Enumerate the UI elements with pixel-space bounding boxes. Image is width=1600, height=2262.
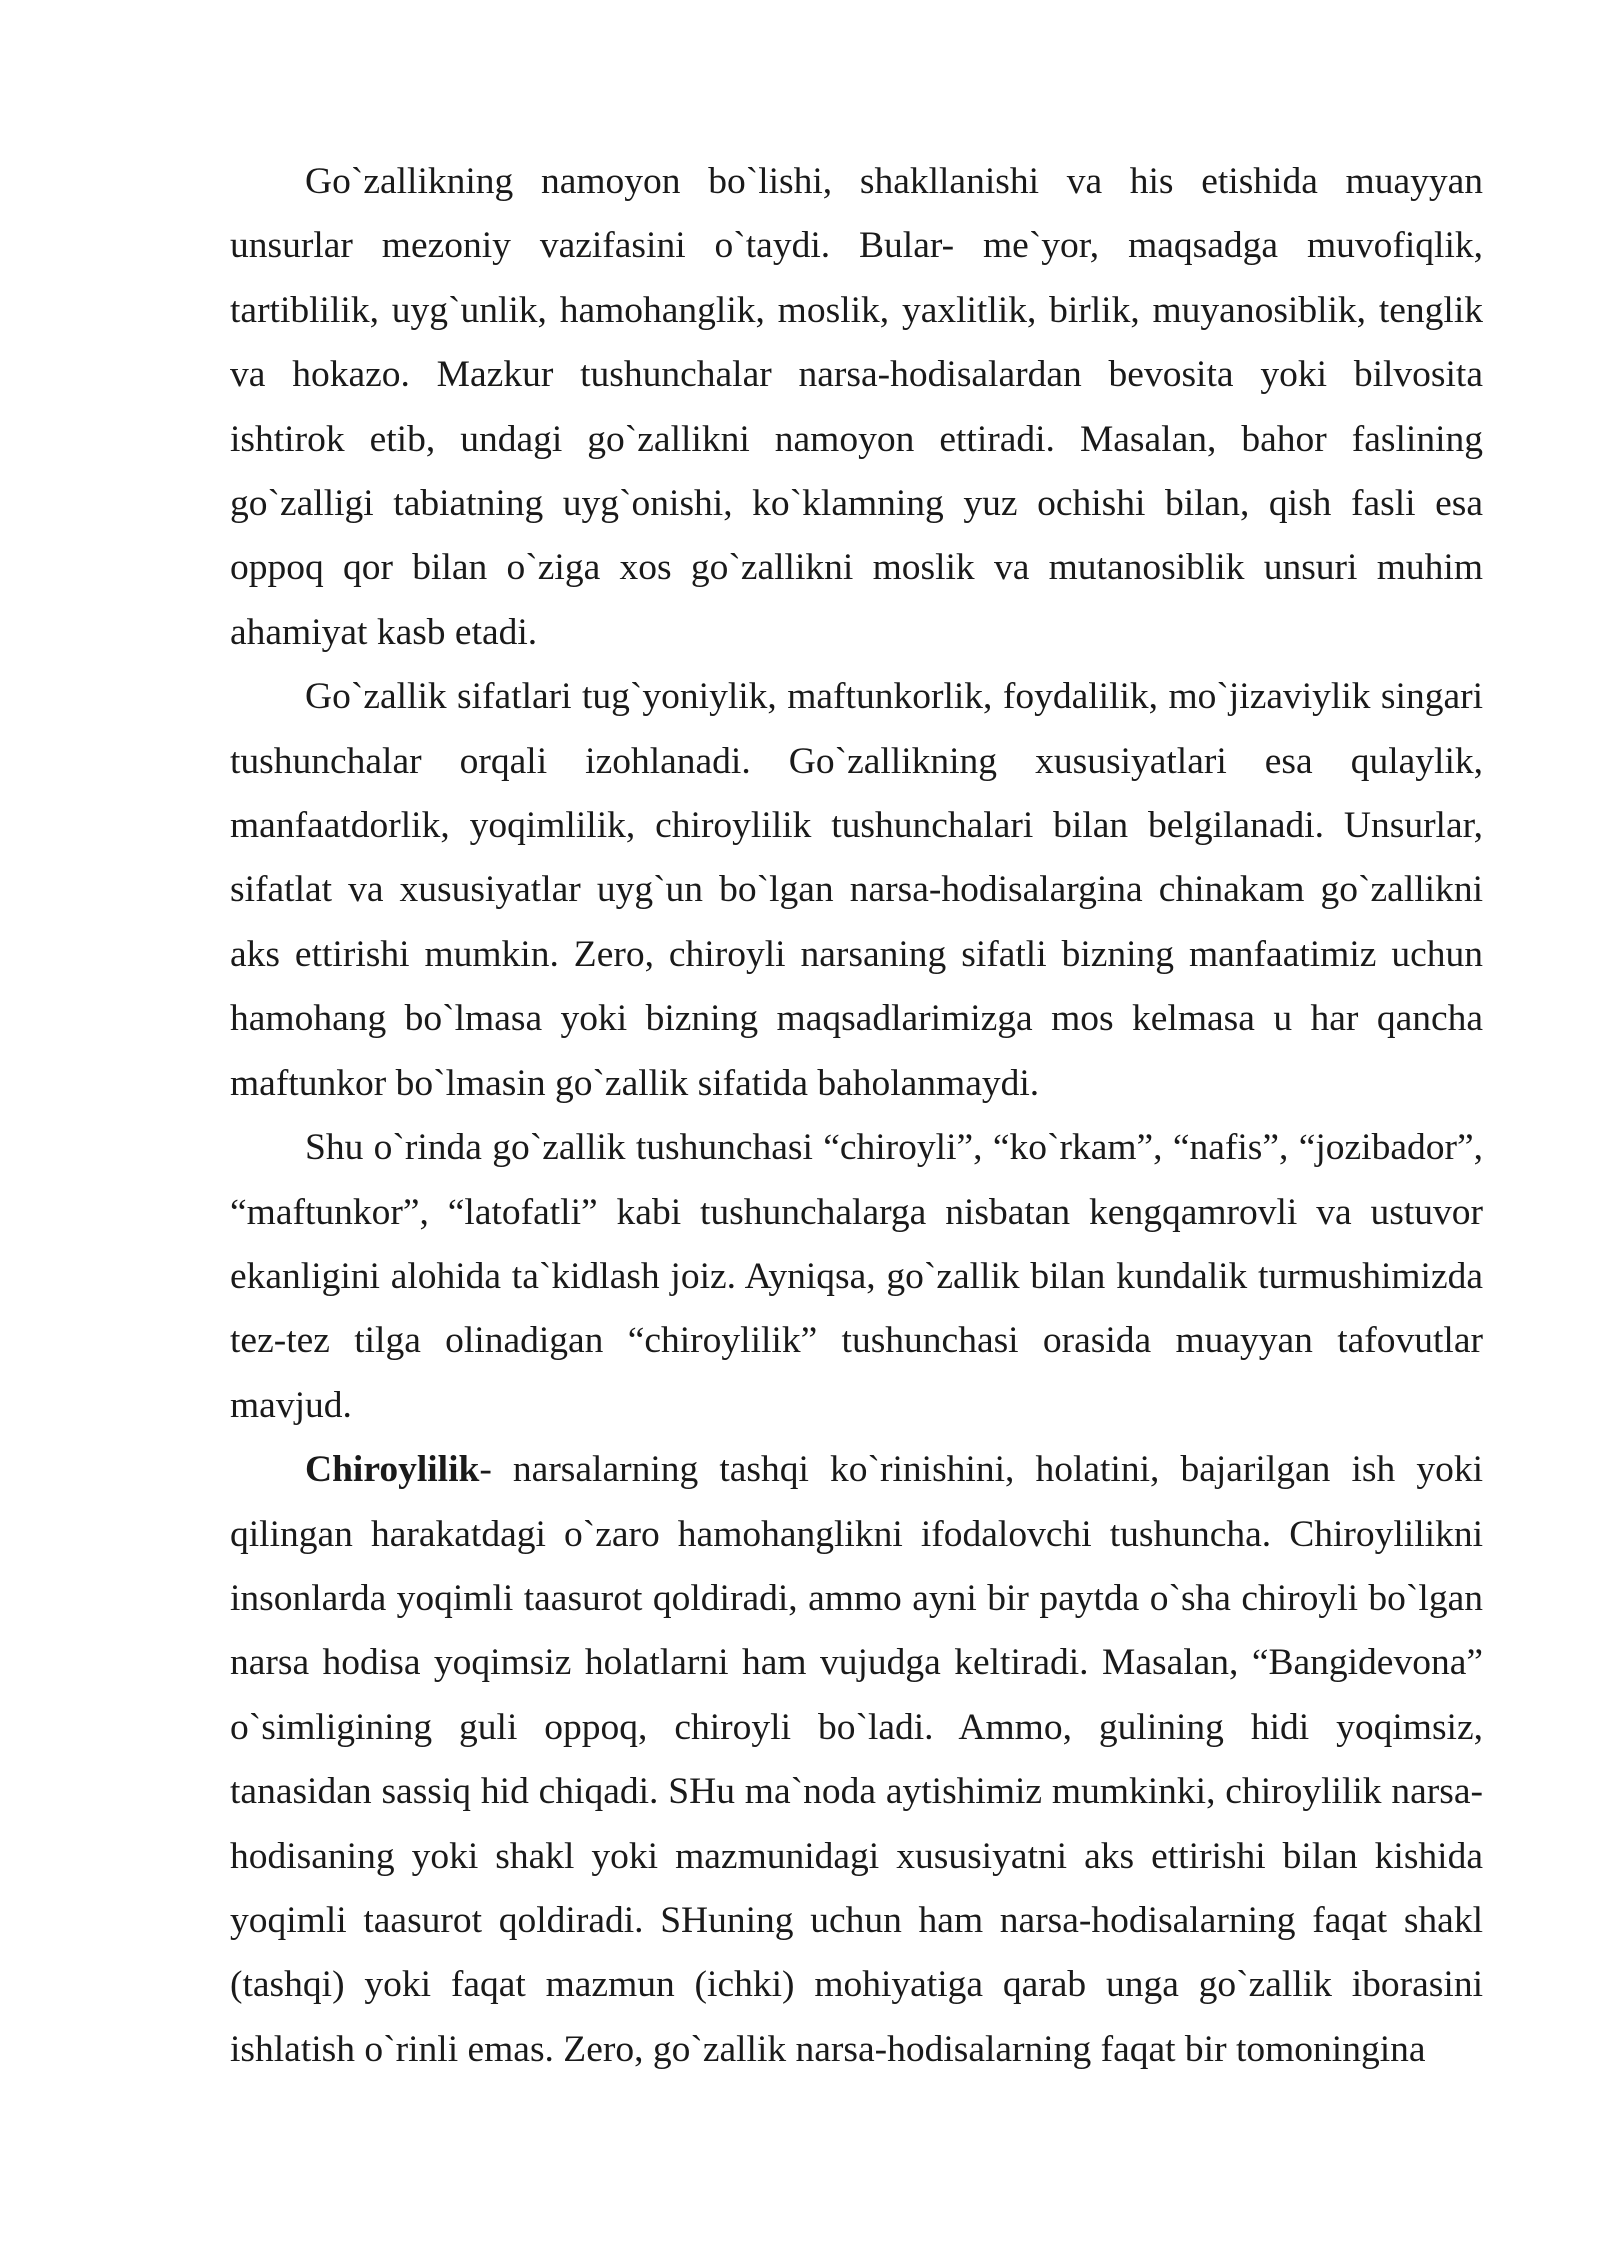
paragraph-beauty-elements xyxy=(230,150,1483,665)
paragraph-beauty-concept xyxy=(230,1116,1483,1438)
term-chiroylilik: Chiroylilik xyxy=(305,1449,480,1491)
document-page xyxy=(230,150,1483,2082)
paragraph-text: Go`zallikning namoyon bo`lishi, shakllanishi va his etishida muayyan unsurlar mezoniy vazifasini o`taydi. Bular- me`yor, maqsadga muvofiqlik, tartiblilik, uyg`unlik, hamohanglik, moslik, yaxlitlik, birlik, muyanosiblik, tenglik va hokazo. Mazkur tushunchalar narsa-hodisalardan bevosita yoki bilvosita ishtirok etib, undagi go`zallikni namoyon ettiradi. Masalan, bahor faslining go`zalligi tabiatning uyg`onishi, ko`klamning yuz ochishi bilan, qish fasli esa oppoq qor bilan o`ziga xos go`zallikni moslik va mutanosiblik unsuri muhim ahamiyat kasb etadi. xyxy=(230,161,1483,653)
paragraph-text: - narsalarning tashqi ko`rinishini, holatini, bajarilgan ish yoki qilingan harakatdagi o`zaro hamohanglikni ifodalovchi tushuncha. Chiroylilikni insonlarda yoqimli taasurot qoldiradi, ammo ayni bir paytda o`sha chiroyli bo`lgan narsa hodisa yoqimsiz holatlarni ham vujudga keltiradi. Masalan, “Bangidevona” o`simligining guli oppoq, chiroyli bo`ladi. Ammo, gulining hidi yoqimsiz, tanasidan sassiq hid chiqadi. SHu ma`noda aytishimiz mumkinki, chiroylilik narsa-hodisaning yoki shakl yoki mazmunidagi xususiyatni aks ettirishi bilan kishida yoqimli taasurot qoldiradi. SHuning uchun ham narsa-hodisalarning faqat shakl (tashqi) yoki faqat mazmun (ichki) mohiyatiga qarab unga go`zallik iborasini ishlatish o`rinli emas. Zero, go`zallik narsa-hodisalarning faqat bir tomoningina xyxy=(230,1449,1483,2070)
paragraph-beauty-qualities xyxy=(230,665,1483,1116)
paragraph-text: Shu o`rinda go`zallik tushunchasi “chiroyli”, “ko`rkam”, “nafis”, “jozibador”, “maftunkor”, “latofatli” kabi tushunchalarga nisbatan kengqamrovli va ustuvor ekanligini alohida ta`kidlash joiz. Ayniqsa, go`zallik bilan kundalik turmushimizda tez-tez tilga olinadigan “chiroylilik” tushunchasi orasida muayyan tafovutlar mavjud. xyxy=(230,1127,1483,1426)
paragraph-chiroylilik-definition xyxy=(230,1438,1483,2082)
paragraph-text: Go`zallik sifatlari tug`yoniylik, maftunkorlik, foydalilik, mo`jizaviylik singari tushunchalar orqali izohlanadi. Go`zallikning xususiyatlari esa qulaylik, manfaatdorlik, yoqimlilik, chiroylilik tushunchalari bilan belgilanadi. Unsurlar, sifatlat va xususiyatlar uyg`un bo`lgan narsa-hodisalargina chinakam go`zallikni aks ettirishi mumkin. Zero, chiroyli narsaning sifatli bizning manfaatimiz uchun hamohang bo`lmasa yoki bizning maqsadlarimizga mos kelmasa u har qancha maftunkor bo`lmasin go`zallik sifatida baholanmaydi. xyxy=(230,676,1483,1104)
